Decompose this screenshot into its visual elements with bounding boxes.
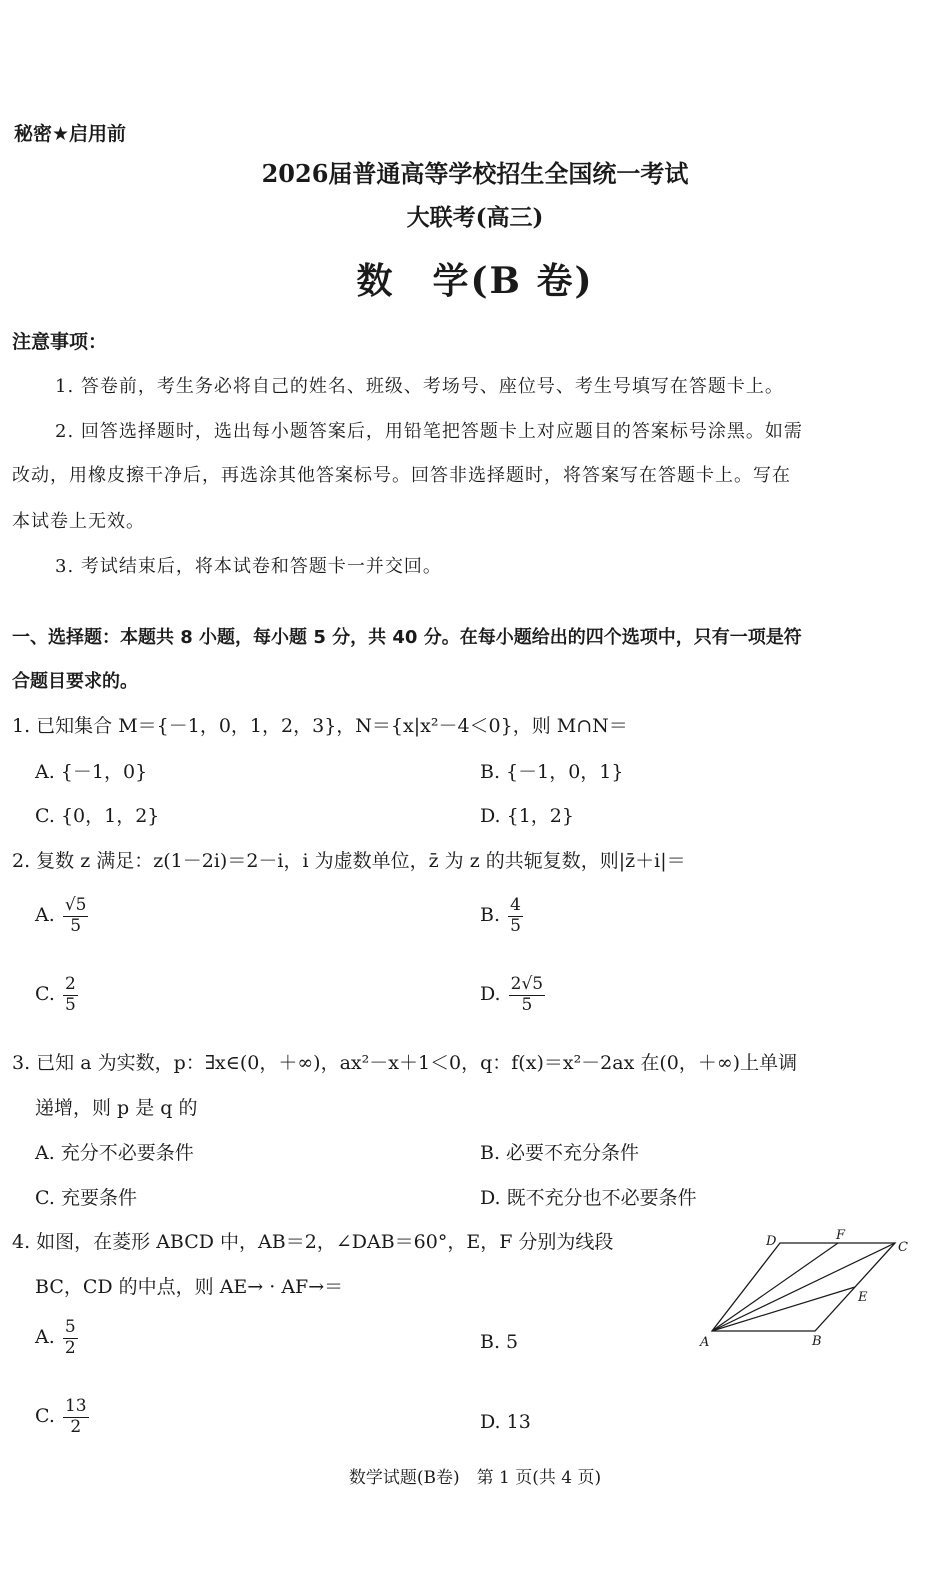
question-1-option-c: C. {0，1，2} xyxy=(35,805,160,827)
question-1-option-d: D. {1，2} xyxy=(480,805,574,827)
question-2-option-a xyxy=(35,896,88,936)
question-1-option-b: B. {－1，0，1} xyxy=(480,761,624,783)
fraction xyxy=(63,1318,78,1358)
question-4-option-c xyxy=(35,1397,89,1437)
question-3-stem-line2: 递增，则 p 是 q 的 xyxy=(35,1097,198,1119)
fraction xyxy=(63,1397,89,1437)
numerator: 2√5 xyxy=(510,974,544,994)
denominator: 2 xyxy=(64,1337,76,1358)
denominator: 5 xyxy=(64,994,76,1015)
numerator: 2 xyxy=(64,974,76,994)
numerator: 5 xyxy=(64,1317,76,1337)
denominator: 5 xyxy=(521,994,533,1015)
question-2-option-b xyxy=(480,896,523,936)
question-1-stem: 1. 已知集合 M＝{－1，0，1，2，3}，N＝{x|x²－4＜0}，则 M∩N＝ xyxy=(12,715,628,737)
option-b-label: B. xyxy=(480,904,501,927)
question-4-option-a xyxy=(35,1318,78,1358)
fraction xyxy=(63,975,78,1015)
option-a-label: A. xyxy=(35,904,55,927)
question-3-option-a: A. 充分不必要条件 xyxy=(35,1142,194,1164)
page-footer: 数学试题(B卷) 第 1 页(共 4 页) xyxy=(348,1468,602,1488)
denominator: 5 xyxy=(510,915,521,936)
option-c-label: C. xyxy=(35,1405,55,1428)
notice-item-2-line2: 改动，用橡皮擦干净后，再选涂其他答案标号。回答非选择题时，将答案写在答题卡上。写在 xyxy=(12,465,791,486)
option-d-label: D. xyxy=(480,983,501,1006)
point-label-f: F xyxy=(836,1228,846,1243)
notice-heading: 注意事项： xyxy=(12,331,108,353)
fraction xyxy=(509,975,545,1015)
option-c-label: C. xyxy=(35,983,55,1006)
point-label-e: E xyxy=(858,1290,868,1305)
subject-title: 数 学(B 卷) xyxy=(356,260,594,302)
notice-item-2-line1: 2. 回答选择题时，选出每小题答案后，用铅笔把答题卡上对应题目的答案标号涂黑。如需 xyxy=(55,421,803,442)
question-3-option-d: D. 既不充分也不必要条件 xyxy=(480,1187,697,1209)
notice-item-3: 3. 考试结束后，将本试卷和答题卡一并交回。 xyxy=(55,556,442,577)
vertex-label-b: B xyxy=(812,1334,822,1349)
denominator: 5 xyxy=(70,915,82,936)
section-heading-line2: 合题目要求的。 xyxy=(12,671,138,692)
question-2-option-c xyxy=(35,975,78,1015)
question-2-stem: 2. 复数 z 满足：z(1－2i)＝2－i，i 为虚数单位，z̄ 为 z 的共轭复数，则|z̄＋i|＝ xyxy=(12,850,686,872)
numerator: 13 xyxy=(64,1396,87,1416)
confidential-label: 秘密★启用前 xyxy=(14,123,127,145)
question-1-option-a: A. {－1，0} xyxy=(35,761,148,783)
fraction xyxy=(508,896,523,936)
question-2-option-d xyxy=(480,975,545,1015)
rhombus-figure xyxy=(690,1225,920,1355)
numerator: √5 xyxy=(64,895,87,915)
question-3-option-b: B. 必要不充分条件 xyxy=(480,1142,640,1164)
segment-af xyxy=(712,1243,838,1331)
vertex-label-d: D xyxy=(766,1234,777,1249)
segment-ac xyxy=(712,1243,895,1331)
exam-subtitle: 大联考(高三) xyxy=(406,204,544,231)
vertex-label-a: A xyxy=(700,1335,710,1350)
option-a-label: A. xyxy=(35,1326,55,1349)
question-4-option-b: B. 5 xyxy=(480,1331,519,1353)
denominator: 2 xyxy=(70,1416,82,1437)
notice-item-1: 1. 答卷前，考生务必将自己的姓名、班级、考场号、座位号、考生号填写在答题卡上。 xyxy=(55,376,784,397)
question-4-stem-line2: BC，CD 的中点，则 AE→ · AF→＝ xyxy=(35,1276,344,1298)
segment-ae xyxy=(712,1287,855,1331)
vertex-label-c: C xyxy=(898,1240,908,1255)
notice-item-2-line3: 本试卷上无效。 xyxy=(12,511,145,532)
numerator: 4 xyxy=(510,895,521,915)
exam-title: 2026届普通高等学校招生全国统一考试 xyxy=(261,159,689,188)
question-3-stem-line1: 3. 已知 a 为实数，p：∃x∈(0，＋∞)，ax²－x＋1＜0，q：f(x)＝x²－2ax 在(0，＋∞)上单调 xyxy=(12,1052,798,1074)
question-4-stem-line1: 4. 如图，在菱形 ABCD 中，AB＝2，∠DAB＝60°，E，F 分别为线段 xyxy=(12,1231,614,1253)
question-4-option-d: D. 13 xyxy=(480,1411,531,1433)
section-heading-line1: 一、选择题：本题共 8 小题，每小题 5 分，共 40 分。在每小题给出的四个选项中，只有一项是符 xyxy=(12,627,802,648)
fraction xyxy=(63,896,89,936)
question-3-option-c: C. 充要条件 xyxy=(35,1187,137,1209)
